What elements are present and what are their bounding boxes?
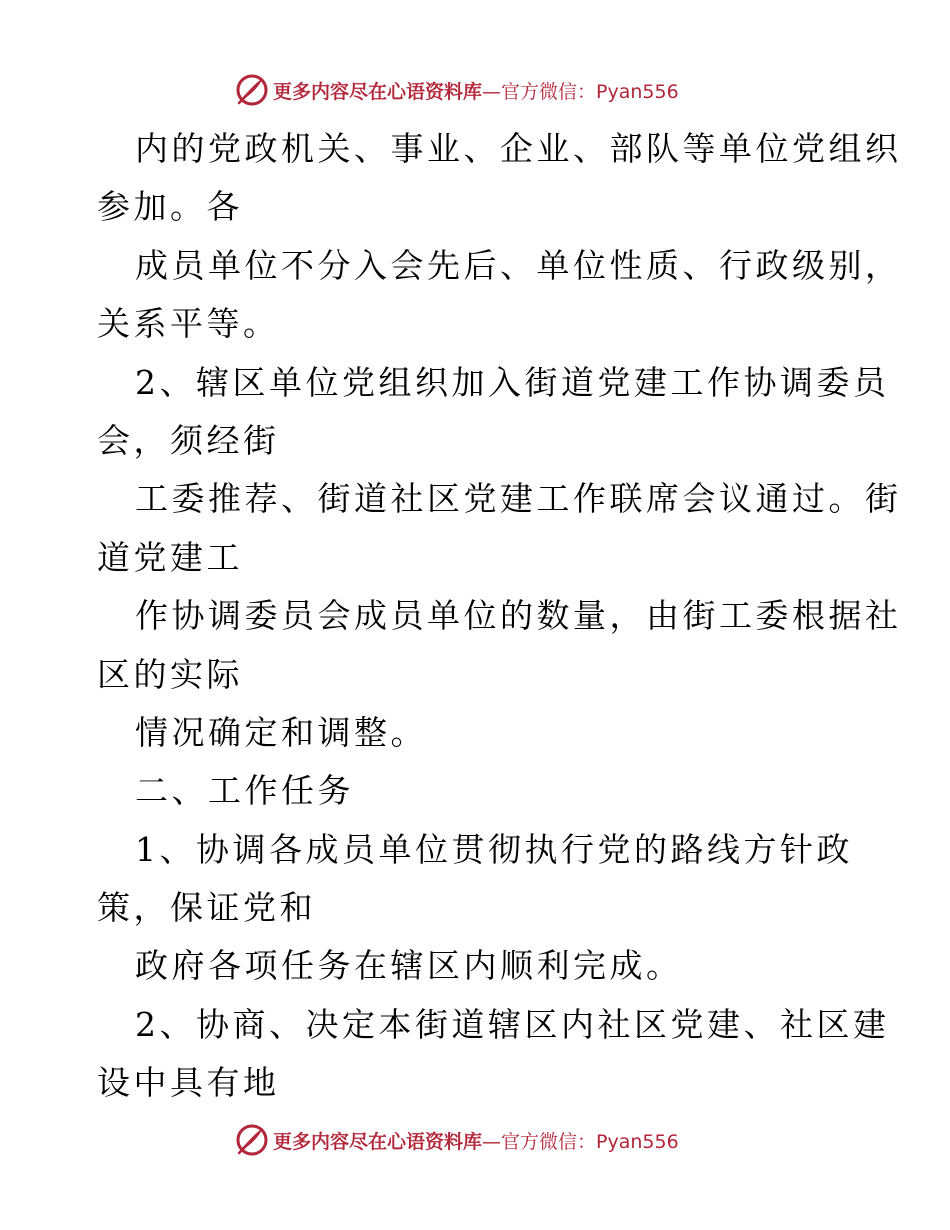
watermark-text xyxy=(273,77,679,104)
text-line: 道党建工 xyxy=(97,537,243,577)
watermark-dash: — xyxy=(482,80,502,103)
text-line: 成员单位不分入会先后、单位性质、行政级别， xyxy=(135,245,902,285)
watermark-wechat-id: Pyan556 xyxy=(596,80,679,103)
watermark-text xyxy=(273,1127,679,1154)
document-body xyxy=(97,120,902,1113)
header-watermark xyxy=(235,72,679,108)
text-line: 参加。各 xyxy=(97,187,243,227)
text-line: 区的实际 xyxy=(97,654,243,694)
watermark-main: 更多内容尽在心语资料库 xyxy=(273,1130,483,1153)
text-line: 政府各项任务在辖区内顺利完成。 xyxy=(135,946,683,986)
text-line: 2、协商、决定本街道辖区内社区党建、社区建 xyxy=(135,1004,890,1044)
text-line: 策，保证党和 xyxy=(97,888,316,928)
text-line: 二、工作任务 xyxy=(135,771,354,811)
text-line: 关系平等。 xyxy=(97,304,280,344)
watermark-main: 更多内容尽在心语资料库 xyxy=(273,80,483,103)
text-line: 1、协调各成员单位贯彻执行党的路线方针政 xyxy=(135,829,853,869)
feather-seal-icon xyxy=(235,1123,269,1157)
feather-seal-icon xyxy=(235,73,269,107)
text-line: 工委推荐、街道社区党建工作联席会议通过。街 xyxy=(135,479,902,519)
watermark-wechat-label: 官方微信： xyxy=(501,80,597,103)
watermark-wechat-id: Pyan556 xyxy=(596,1130,679,1153)
watermark-wechat-label: 官方微信： xyxy=(501,1130,597,1153)
footer-watermark xyxy=(235,1122,679,1158)
text-line: 内的党政机关、事业、企业、部队等单位党组织 xyxy=(135,129,902,168)
text-line: 作协调委员会成员单位的数量，由街工委根据社 xyxy=(135,596,902,636)
watermark-dash: — xyxy=(482,1130,502,1153)
text-line: 情况确定和调整。 xyxy=(135,712,427,752)
text-line: 设中具有地 xyxy=(97,1063,280,1103)
text-line: 2、辖区单位党组织加入街道党建工作协调委员 xyxy=(135,362,890,402)
text-line: 会，须经街 xyxy=(97,420,280,460)
